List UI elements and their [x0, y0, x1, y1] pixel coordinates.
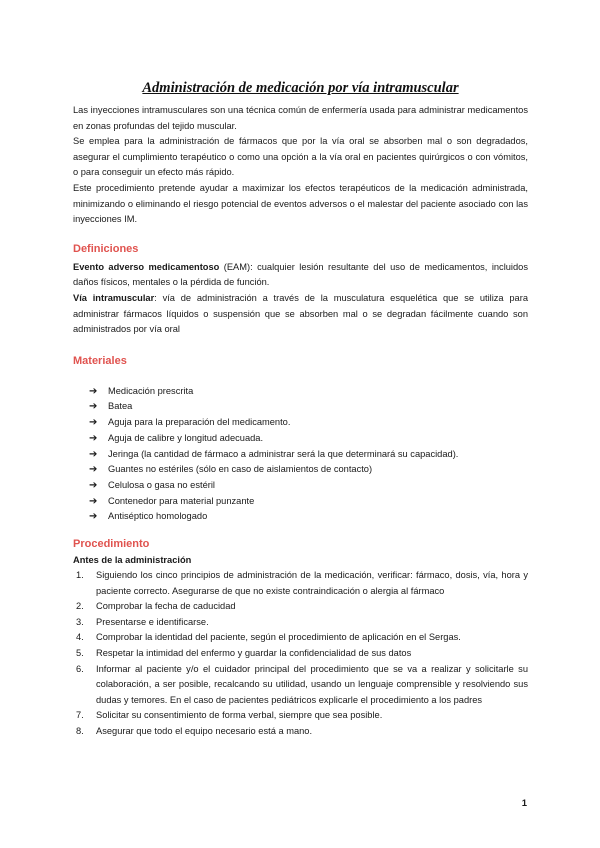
procedure-heading: Procedimiento [73, 538, 150, 551]
intro-paragraph-3: Este procedimiento pretende ayudar a maximizar los efectos terapéuticos de la medicación administrada, minimizando o eliminando el riesgo potencial de eventos adversos o el malestar del paciente asociado con las inyecciones IM. [73, 182, 528, 225]
list-item [89, 431, 528, 447]
material-item-text: Celulosa o gasa no estéril [108, 479, 215, 490]
page-number: 1 [521, 798, 527, 809]
arrow-bullet-icon: ➔ [89, 385, 98, 397]
step-number: 3. [76, 616, 84, 627]
definition-eam-text: (EAM): cualquier lesión resultante del uso de medicamentos, incluidos daños físicos, mentales o la pérdida de función. [73, 261, 528, 288]
document-title: Administración de medicación por vía intramuscular [142, 80, 459, 96]
list-item [89, 384, 528, 400]
step-text: Informar al paciente y/o el cuidador principal del procedimiento que se va a realizar y solicitarle su colaboración, a ser posible, recalcando su utilidad, usando un lenguaje comprensible y resolviendo sus dudas y temores. En el caso de pacientes pediátricos explicarle el procedimiento a los padres [96, 663, 528, 705]
step-text: Solicitar su consentimiento de forma verbal, siempre que sea posible. [96, 710, 383, 721]
list-item [89, 462, 528, 478]
materials-heading: Materiales [73, 354, 127, 367]
definitions-heading: Definiciones [73, 242, 139, 255]
step-number: 1. [76, 570, 84, 581]
document-page [73, 80, 528, 740]
procedure-step [73, 630, 528, 646]
procedure-step [73, 646, 528, 662]
procedure-step [73, 568, 528, 599]
procedure-step [73, 615, 528, 631]
arrow-bullet-icon: ➔ [89, 464, 98, 476]
procedure-step [73, 662, 528, 709]
list-item [89, 399, 528, 415]
definition-im-term: Vía intramuscular [73, 292, 155, 303]
list-item [89, 494, 528, 510]
list-item [89, 509, 528, 525]
step-number: 6. [76, 663, 84, 674]
step-number: 2. [76, 601, 84, 612]
material-item-text: Aguja para la preparación del medicamento. [108, 417, 291, 428]
step-number: 5. [76, 648, 84, 659]
list-item [89, 447, 528, 463]
arrow-bullet-icon: ➔ [89, 495, 98, 507]
arrow-bullet-icon: ➔ [89, 511, 98, 523]
material-item-text: Jeringa (la cantidad de fármaco a administrar será la que determinará su capacidad). [108, 448, 459, 459]
definition-eam [73, 260, 528, 291]
arrow-bullet-icon: ➔ [89, 401, 98, 413]
step-number: 4. [76, 632, 84, 643]
step-text: Comprobar la fecha de caducidad [96, 601, 236, 612]
procedure-subheading: Antes de la administración [73, 555, 192, 566]
definition-im [73, 291, 528, 338]
material-item-text: Medicación prescrita [108, 385, 194, 396]
intro-paragraph-2: Se emplea para la administración de fármacos que por la vía oral se absorben mal o son degradados, asegurar el cumplimiento terapéutico o como una opción a la vía oral en pacientes quirúrgicos o con vómitos, o para conseguir un efecto más rápido. [73, 136, 528, 178]
arrow-bullet-icon: ➔ [89, 417, 98, 429]
step-text: Presentarse e identificarse. [96, 616, 209, 627]
step-text: Respetar la intimidad del enfermo y guardar la confidencialidad de sus datos [96, 648, 412, 659]
procedure-step [73, 599, 528, 615]
list-item [89, 415, 528, 431]
material-item-text: Contenedor para material punzante [108, 495, 255, 506]
definition-im-text: : vía de administración a través de la musculatura esquelética que se utiliza para administrar fármacos líquidos o suspensión que se absorben mal o se degradan fácilmente cuando son administrados por vía oral [73, 292, 528, 335]
material-item-text: Batea [108, 401, 133, 412]
procedure-steps-list [73, 568, 528, 740]
list-item [89, 478, 528, 494]
procedure-step [73, 708, 528, 724]
definition-eam-term: Evento adverso medicamentoso [73, 261, 220, 272]
arrow-bullet-icon: ➔ [89, 479, 98, 491]
step-number: 7. [76, 710, 84, 721]
step-text: Asegurar que todo el equipo necesario está a mano. [96, 725, 313, 736]
material-item-text: Antiséptico homologado [108, 511, 208, 522]
intro-paragraph-1: Las inyecciones intramusculares son una técnica común de enfermería usada para administrar medicamentos en zonas profundas del tejido muscular. [73, 105, 528, 131]
step-number: 8. [76, 725, 84, 736]
arrow-bullet-icon: ➔ [89, 432, 98, 444]
step-text: Siguiendo los cinco principios de administración de la medicación, verificar: fármaco, dosis, vía, hora y paciente correcto. Asegurarse de que no existe contraindicación o alergia al fármaco [96, 570, 528, 596]
arrow-bullet-icon: ➔ [89, 448, 98, 460]
materials-list [73, 384, 528, 525]
material-item-text: Guantes no estériles (sólo en caso de aislamientos de contacto) [108, 464, 373, 475]
step-text: Comprobar la identidad del paciente, según el procedimiento de aplicación en el Sergas. [96, 632, 461, 643]
procedure-step [73, 724, 528, 740]
material-item-text: Aguja de calibre y longitud adecuada. [108, 432, 264, 443]
